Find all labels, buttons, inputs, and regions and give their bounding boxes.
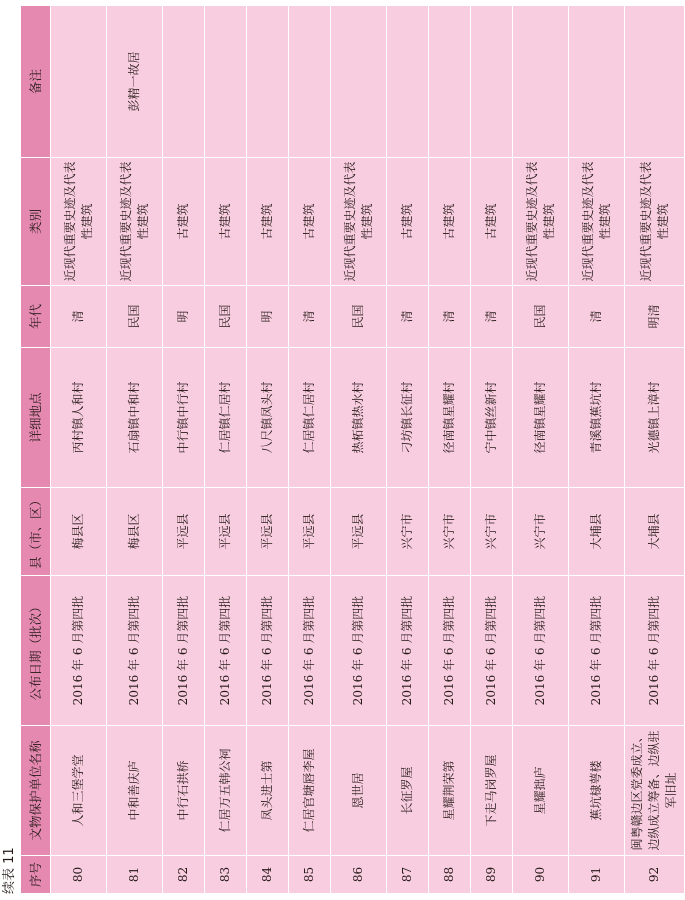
column-header: 县（市、区） <box>21 488 51 576</box>
serial-cell: 89 <box>471 856 513 894</box>
table-body <box>51 6 685 894</box>
note-cell <box>429 6 471 158</box>
category-cell: 古建筑 <box>289 158 331 286</box>
column-header: 序号 <box>21 856 51 894</box>
table-row <box>247 6 289 894</box>
category-cell: 近现代重要史迹及代表性建筑 <box>107 158 163 286</box>
county-cell: 平远县 <box>331 488 387 576</box>
table-row <box>107 6 163 894</box>
date-cell: 2016 年 6 月第四批 <box>289 576 331 726</box>
serial-cell: 83 <box>205 856 247 894</box>
category-cell: 古建筑 <box>205 158 247 286</box>
category-cell: 近现代重要史迹及代表性建筑 <box>569 158 625 286</box>
name-cell: 中行石拱桥 <box>163 726 205 856</box>
category-cell: 古建筑 <box>471 158 513 286</box>
date-cell: 2016 年 6 月第四批 <box>331 576 387 726</box>
date-cell: 2016 年 6 月第四批 <box>163 576 205 726</box>
table-row <box>569 6 625 894</box>
date-cell: 2016 年 6 月第四批 <box>205 576 247 726</box>
column-header: 类别 <box>21 158 51 286</box>
county-cell: 大埔县 <box>569 488 625 576</box>
name-cell: 闽粤赣边区党委成立、边纵成立筹备、边纵驻军旧址 <box>625 726 685 856</box>
location-cell: 仁居镇仁居村 <box>289 348 331 488</box>
column-header: 文物保护单位名称 <box>21 726 51 856</box>
name-cell: 下走马岗罗屋 <box>471 726 513 856</box>
category-cell: 古建筑 <box>247 158 289 286</box>
location-cell: 宁中镇丝新村 <box>471 348 513 488</box>
column-header: 公布日期（批次） <box>21 576 51 726</box>
table-row <box>289 6 331 894</box>
note-cell <box>163 6 205 158</box>
column-header: 详细地点 <box>21 348 51 488</box>
era-cell: 明清 <box>625 286 685 348</box>
column-header: 年代 <box>21 286 51 348</box>
serial-cell: 87 <box>387 856 429 894</box>
era-cell: 清 <box>387 286 429 348</box>
era-cell: 清 <box>429 286 471 348</box>
category-cell: 古建筑 <box>163 158 205 286</box>
note-cell <box>289 6 331 158</box>
county-cell: 兴宁市 <box>429 488 471 576</box>
note-cell <box>247 6 289 158</box>
table-row <box>163 6 205 894</box>
date-cell: 2016 年 6 月第四批 <box>51 576 107 726</box>
date-cell: 2016 年 6 月第四批 <box>387 576 429 726</box>
serial-cell: 88 <box>429 856 471 894</box>
location-cell: 径南镇星耀村 <box>429 348 471 488</box>
era-cell: 清 <box>471 286 513 348</box>
era-cell: 民国 <box>331 286 387 348</box>
county-cell: 平远县 <box>289 488 331 576</box>
table-header-row <box>21 6 51 894</box>
date-cell: 2016 年 6 月第四批 <box>247 576 289 726</box>
name-cell: 中和善庆庐 <box>107 726 163 856</box>
era-cell: 民国 <box>513 286 569 348</box>
county-cell: 大埔县 <box>625 488 685 576</box>
note-cell <box>625 6 685 158</box>
name-cell: 长征罗屋 <box>387 726 429 856</box>
heritage-table <box>20 5 685 894</box>
serial-cell: 82 <box>163 856 205 894</box>
table-row <box>471 6 513 894</box>
location-cell: 中行镇中行村 <box>163 348 205 488</box>
serial-cell: 81 <box>107 856 163 894</box>
serial-cell: 85 <box>289 856 331 894</box>
county-cell: 梅县区 <box>51 488 107 576</box>
category-cell: 近现代重要史迹及代表性建筑 <box>513 158 569 286</box>
county-cell: 平远县 <box>163 488 205 576</box>
category-cell: 古建筑 <box>387 158 429 286</box>
serial-cell: 92 <box>625 856 685 894</box>
note-cell <box>569 6 625 158</box>
table-row <box>387 6 429 894</box>
location-cell: 刁坊镇长征村 <box>387 348 429 488</box>
location-cell: 光德镇上漳村 <box>625 348 685 488</box>
county-cell: 兴宁市 <box>387 488 429 576</box>
serial-cell: 80 <box>51 856 107 894</box>
note-cell <box>513 6 569 158</box>
era-cell: 民国 <box>107 286 163 348</box>
table-row <box>51 6 107 894</box>
county-cell: 梅县区 <box>107 488 163 576</box>
name-cell: 人和三堡学堂 <box>51 726 107 856</box>
name-cell: 凤头进士第 <box>247 726 289 856</box>
serial-cell: 86 <box>331 856 387 894</box>
location-cell: 仁居镇仁居村 <box>205 348 247 488</box>
county-cell: 兴宁市 <box>471 488 513 576</box>
table-row <box>331 6 387 894</box>
serial-cell: 84 <box>247 856 289 894</box>
table-row <box>205 6 247 894</box>
name-cell: 恩世居 <box>331 726 387 856</box>
date-cell: 2016 年 6 月第四批 <box>569 576 625 726</box>
note-cell: 彭精一故居 <box>107 6 163 158</box>
location-cell: 八尺镇凤头村 <box>247 348 289 488</box>
category-cell: 古建筑 <box>429 158 471 286</box>
table-row <box>513 6 569 894</box>
category-cell: 近现代重要史迹及代表性建筑 <box>625 158 685 286</box>
date-cell: 2016 年 6 月第四批 <box>429 576 471 726</box>
location-cell: 径南镇星耀村 <box>513 348 569 488</box>
category-cell: 近现代重要史迹及代表性建筑 <box>51 158 107 286</box>
county-cell: 兴宁市 <box>513 488 569 576</box>
date-cell: 2016 年 6 月第四批 <box>107 576 163 726</box>
era-cell: 明 <box>163 286 205 348</box>
county-cell: 平远县 <box>247 488 289 576</box>
note-cell <box>51 6 107 158</box>
name-cell: 星耀荆荣第 <box>429 726 471 856</box>
name-cell: 蕉坑棣萼楼 <box>569 726 625 856</box>
location-cell: 热柘镇热水村 <box>331 348 387 488</box>
location-cell: 石扇镇中和村 <box>107 348 163 488</box>
table-row <box>625 6 685 894</box>
table-row <box>429 6 471 894</box>
category-cell: 近现代重要史迹及代表性建筑 <box>331 158 387 286</box>
date-cell: 2016 年 6 月第四批 <box>625 576 685 726</box>
location-cell: 青溪镇蕉坑村 <box>569 348 625 488</box>
column-header: 备注 <box>21 6 51 158</box>
location-cell: 丙村镇人和村 <box>51 348 107 488</box>
note-cell <box>331 6 387 158</box>
serial-cell: 91 <box>569 856 625 894</box>
era-cell: 明 <box>247 286 289 348</box>
note-cell <box>205 6 247 158</box>
era-cell: 清 <box>51 286 107 348</box>
name-cell: 仁居官塘唇李屋 <box>289 726 331 856</box>
note-cell <box>471 6 513 158</box>
name-cell: 仁居万五韩公祠 <box>205 726 247 856</box>
page-title: 续表 11 <box>2 847 17 894</box>
era-cell: 清 <box>569 286 625 348</box>
county-cell: 平远县 <box>205 488 247 576</box>
date-cell: 2016 年 6 月第四批 <box>471 576 513 726</box>
name-cell: 星耀拙庐 <box>513 726 569 856</box>
era-cell: 民国 <box>205 286 247 348</box>
era-cell: 清 <box>289 286 331 348</box>
serial-cell: 90 <box>513 856 569 894</box>
note-cell <box>387 6 429 158</box>
date-cell: 2016 年 6 月第四批 <box>513 576 569 726</box>
